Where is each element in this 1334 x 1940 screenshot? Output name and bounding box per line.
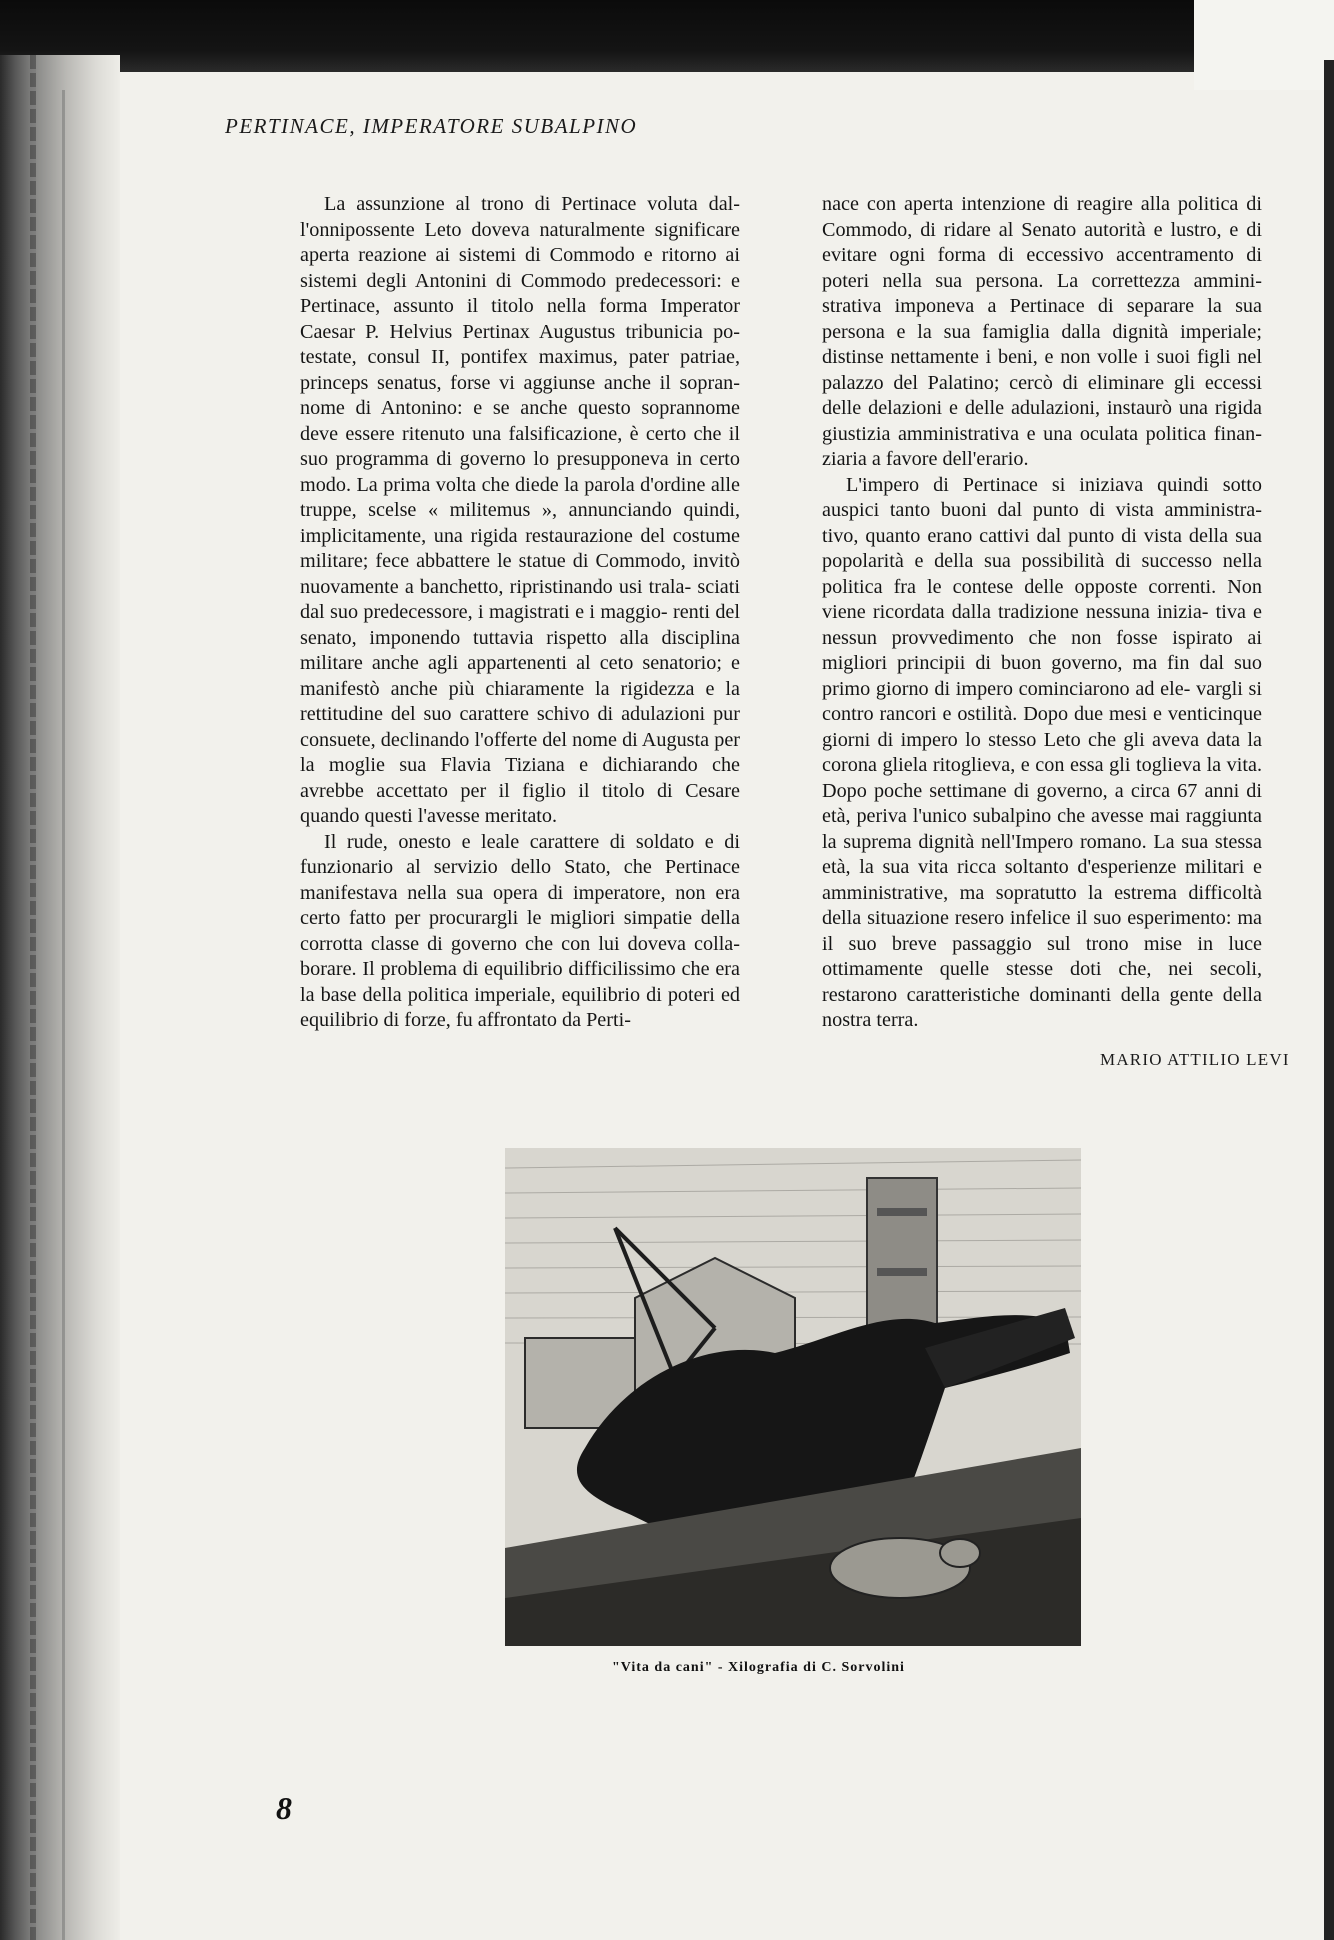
woodcut-illustration xyxy=(505,1148,1081,1646)
scan-binding-lines xyxy=(30,55,36,1940)
scan-top-band xyxy=(0,0,1334,72)
author-signature: MARIO ATTILIO LEVI xyxy=(1100,1050,1290,1069)
text-column-right xyxy=(822,192,1262,1034)
running-head: PERTINACE, IMPERATORE SUBALPINO xyxy=(225,114,638,138)
figure-caption: "Vita da cani" - Xilografia di C. Sorvolini xyxy=(612,1660,905,1675)
scan-binding-line xyxy=(62,90,65,1940)
paragraph: La assunzione al trono di Pertinace voluta dal- l'onnipossente Leto doveva naturalmente significare aperta reazione ai sistemi di Commodo e ritorno ai sistemi degli Antonini di Commodo predecessori: e Pertinace, assunto il titolo nella forma Imperator Caesar P. Helvius Pertinax Augustus tribunicia po- testate, consul II, pontifex maximus, pater patriae, princeps senatus, forse vi aggiunse anche il sopran- nome di Antonino: e se anche questo soprannome deve essere ritenuto una falsificazione, è certo che il suo programma di governo lo presupponeva in certo modo. La prima volta che diede la parola d'ordine alle truppe, scelse « militemus », annunciando quindi, implicitamente, una rigida restaurazione del costume militare; fece abbattere le statue di Commodo, invitò nuovamente a banchetto, ripristinando usi trala- sciati dal suo predecessore, i magistrati e i maggio- renti del senato, imponendo tuttavia rispetto alla disciplina militare anche agli appartenenti al ceto senatorio; e manifestò anche più chiaramente la rigidezza e la rettitudine del suo carattere schivo di adulazioni pur consuete, declinando l'offerte del nome di Augusta per la moglie sua Flavia Tiziana e dichiarando che avrebbe accettato per il figlio il titolo di Cesare quando questi l'avesse meritato. xyxy=(300,193,740,827)
scan-left-binding-shadow xyxy=(0,55,120,1940)
scan-top-corner xyxy=(1194,0,1334,90)
page-number: 8 xyxy=(276,1790,292,1826)
paragraph: L'impero di Pertinace si iniziava quindi sotto auspici tanto buoni dal punto di vista amministra- tivo, quanto erano cattivi dal punto di vista della sua popolarità e della sua possibilità di successo nella politica fra le contese delle opposte correnti. Non viene ricordata dalla tradizione nessuna inizia- tiva e nessun provvedimento che non fosse ispirato ai migliori principii di buon governo, ma fin dal suo primo giorno di impero cominciarono ad ele- vargli si contro rancori e ostilità. Dopo due mesi e venticinque giorni di impero lo stesso Leto che gli aveva data la corona gliela ritoglieva, e con essa gli toglieva la vita. Dopo poche settimane di governo, a circa 67 anni di età, periva l'unico subalpino che avesse mai raggiunta la suprema dignità nell'Impero romano. La sua stessa età, la sua vita ricca soltanto d'esperienze militari e amministrative, ma sopratutto la estrema difficoltà della situazione resero infelice il suo esperimento: ma il suo breve passaggio sul trono mise in luce ottimamente quelle stesse doti che, nei secoli, restarono caratteristiche dominanti della gente della nostra terra. xyxy=(822,473,1262,1031)
paragraph: nace con aperta intenzione di reagire alla politica di Commodo, di ridare al Senato autorità e lustro, e di evitare ogni forma di eccessivo accentramento di poteri nella sua persona. La correttezza ammini- strativa imponeva a Pertinace di separare la sua persona e la sua famiglia dalla dignità imperiale; distinse nettamente i beni, e non volle i suoi figli nel palazzo del Palatino; cercò di eliminare gli eccessi delle delazioni e delle adulazioni, instaurò una rigida giustizia amministrativa e una oculata politica finan- ziaria a favore dell'erario. xyxy=(822,193,1262,470)
text-column-left xyxy=(300,192,740,1034)
scan-right-edge xyxy=(1324,60,1334,1940)
paragraph: Il rude, onesto e leale carattere di soldato e di funzionario al servizio dello Stato, che Pertinace manifestava nella sua opera di imperatore, non era certo fatto per procurargli le migliori simpatie della corrotta classe di governo che con lui doveva colla- borare. Il problema di equilibrio difficilissimo che era la base della politica imperiale, equilibrio di poteri ed equilibrio di forze, fu affrontato da Perti- xyxy=(300,830,740,1031)
